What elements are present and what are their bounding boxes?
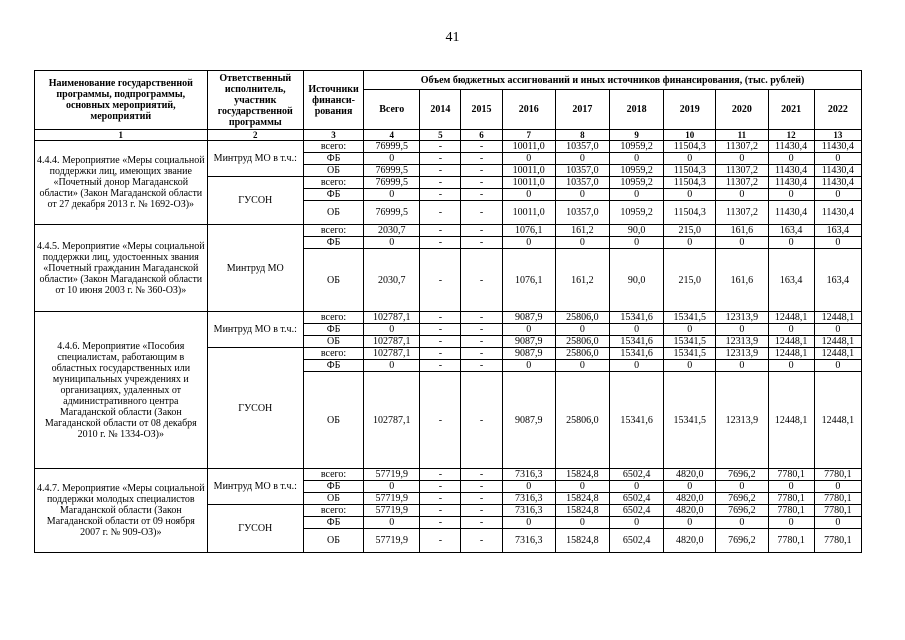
value-cell: 0 (502, 360, 555, 372)
value-cell: - (420, 249, 461, 312)
value-cell: 90,0 (609, 249, 663, 312)
value-cell: - (461, 324, 502, 336)
value-cell: - (420, 336, 461, 348)
value-cell: 12448,1 (768, 372, 814, 469)
executor-cell: Минтруд МО в т.ч.: (207, 469, 303, 505)
source-cell: ФБ (303, 360, 363, 372)
measure-name: 4.4.5. Мероприятие «Меры социальной поддержки лиц, удостоенных звания «Почетный гражданин Магаданской области» (Закон Магаданской области от 10 июня 2003 г. № 360-ОЗ)» (35, 225, 208, 312)
value-cell: 0 (664, 237, 716, 249)
header-source: Источники финанси-рования (303, 71, 363, 130)
value-cell: 0 (609, 237, 663, 249)
value-cell: 76999,5 (364, 177, 420, 189)
value-cell: 7780,1 (814, 493, 861, 505)
value-cell: - (420, 481, 461, 493)
value-cell: 15824,8 (555, 493, 609, 505)
value-cell: 0 (716, 324, 768, 336)
value-cell: 7316,3 (502, 493, 555, 505)
value-cell: - (420, 324, 461, 336)
table-row (35, 469, 862, 481)
value-cell: 1076,1 (502, 249, 555, 312)
executor-cell: Минтруд МО (207, 225, 303, 312)
value-cell: 12448,1 (814, 312, 861, 324)
value-cell: 7780,1 (814, 529, 861, 553)
column-number: 2 (207, 130, 303, 141)
value-cell: - (461, 225, 502, 237)
value-cell: 10011,0 (502, 165, 555, 177)
value-cell: 10357,0 (555, 201, 609, 225)
value-cell: - (461, 189, 502, 201)
value-cell: 15824,8 (555, 469, 609, 481)
value-cell: 15824,8 (555, 505, 609, 517)
value-cell: 0 (555, 324, 609, 336)
value-cell: 11307,2 (716, 165, 768, 177)
value-cell: 0 (664, 481, 716, 493)
value-cell: - (420, 493, 461, 505)
value-cell: 7696,2 (716, 493, 768, 505)
value-cell: 12448,1 (814, 372, 861, 469)
value-cell: 0 (364, 517, 420, 529)
header-volume: Объем бюджетных ассигнований и иных источников финансирования, (тыс. рублей) (364, 71, 862, 90)
value-cell: 0 (814, 481, 861, 493)
value-cell: 11504,3 (664, 141, 716, 153)
value-cell: 102787,1 (364, 372, 420, 469)
value-cell: 12313,9 (716, 312, 768, 324)
value-cell: 11504,3 (664, 177, 716, 189)
value-cell: 0 (502, 153, 555, 165)
value-cell: 0 (502, 237, 555, 249)
value-cell: 0 (502, 517, 555, 529)
value-cell: 0 (768, 189, 814, 201)
value-cell: - (420, 469, 461, 481)
source-cell: всего: (303, 505, 363, 517)
value-cell: - (420, 529, 461, 553)
value-cell: 0 (364, 324, 420, 336)
value-cell: - (461, 312, 502, 324)
value-cell: 7316,3 (502, 529, 555, 553)
column-number: 13 (814, 130, 861, 141)
column-number: 4 (364, 130, 420, 141)
value-cell: 15341,5 (664, 336, 716, 348)
value-cell: 11430,4 (814, 141, 861, 153)
value-cell: 4820,0 (664, 505, 716, 517)
value-cell: 161,2 (555, 249, 609, 312)
source-cell: ОБ (303, 249, 363, 312)
value-cell: - (461, 153, 502, 165)
value-cell: 0 (664, 189, 716, 201)
value-cell: 102787,1 (364, 336, 420, 348)
executor-cell: ГУСОН (207, 505, 303, 553)
value-cell: 102787,1 (364, 348, 420, 360)
value-cell: 7696,2 (716, 505, 768, 517)
value-cell: 1076,1 (502, 225, 555, 237)
value-cell: 0 (364, 153, 420, 165)
value-cell: 12448,1 (814, 336, 861, 348)
value-cell: 76999,5 (364, 201, 420, 225)
table-row (35, 312, 862, 324)
source-cell: всего: (303, 225, 363, 237)
value-cell: 9087,9 (502, 336, 555, 348)
value-cell: 7780,1 (814, 469, 861, 481)
value-cell: 90,0 (609, 225, 663, 237)
column-number: 8 (555, 130, 609, 141)
value-cell: 7780,1 (768, 505, 814, 517)
executor-cell: Минтруд МО в т.ч.: (207, 141, 303, 177)
value-cell: 0 (716, 153, 768, 165)
value-cell: 12313,9 (716, 348, 768, 360)
source-cell: ОБ (303, 529, 363, 553)
value-cell: 0 (768, 481, 814, 493)
value-cell: 0 (768, 360, 814, 372)
value-cell: 0 (716, 517, 768, 529)
column-number: 12 (768, 130, 814, 141)
value-cell: 57719,9 (364, 529, 420, 553)
value-cell: - (461, 505, 502, 517)
value-cell: 6502,4 (609, 505, 663, 517)
value-cell: - (420, 312, 461, 324)
value-cell: - (420, 360, 461, 372)
value-cell: 25806,0 (555, 372, 609, 469)
value-cell: 76999,5 (364, 141, 420, 153)
source-cell: ОБ (303, 336, 363, 348)
value-cell: 0 (716, 237, 768, 249)
value-cell: 215,0 (664, 249, 716, 312)
value-cell: 15824,8 (555, 529, 609, 553)
header-executor: Ответственный исполнитель, участник государственной программы (207, 71, 303, 130)
value-cell: 11430,4 (768, 165, 814, 177)
value-cell: 11504,3 (664, 201, 716, 225)
value-cell: - (420, 141, 461, 153)
value-cell: 10011,0 (502, 177, 555, 189)
column-number: 3 (303, 130, 363, 141)
value-cell: 7316,3 (502, 469, 555, 481)
value-cell: 10357,0 (555, 141, 609, 153)
source-cell: всего: (303, 469, 363, 481)
value-cell: - (461, 249, 502, 312)
value-cell: 7696,2 (716, 469, 768, 481)
value-cell: 4820,0 (664, 493, 716, 505)
value-cell: 9087,9 (502, 312, 555, 324)
value-cell: 10357,0 (555, 177, 609, 189)
value-cell: - (461, 493, 502, 505)
header-year-3: 2016 (502, 90, 555, 130)
value-cell: 0 (364, 481, 420, 493)
value-cell: 12448,1 (814, 348, 861, 360)
value-cell: 0 (555, 237, 609, 249)
value-cell: 0 (664, 153, 716, 165)
value-cell: - (461, 360, 502, 372)
source-cell: ФБ (303, 237, 363, 249)
header-year-7: 2020 (716, 90, 768, 130)
value-cell: - (420, 505, 461, 517)
value-cell: 76999,5 (364, 165, 420, 177)
value-cell: 4820,0 (664, 469, 716, 481)
value-cell: 0 (716, 360, 768, 372)
value-cell: 9087,9 (502, 372, 555, 469)
value-cell: 10011,0 (502, 141, 555, 153)
measure-name: 4.4.7. Мероприятие «Меры социальной поддержки молодых специалистов Магаданской области (Закон Магаданской области от 09 ноября 2007 г. № 909-ОЗ)» (35, 469, 208, 553)
executor-cell: ГУСОН (207, 348, 303, 469)
value-cell: 10011,0 (502, 201, 555, 225)
value-cell: 0 (609, 153, 663, 165)
value-cell: 10959,2 (609, 165, 663, 177)
value-cell: 7780,1 (768, 493, 814, 505)
header-year-8: 2021 (768, 90, 814, 130)
value-cell: 15341,5 (664, 372, 716, 469)
value-cell: - (461, 469, 502, 481)
value-cell: 163,4 (814, 225, 861, 237)
header-year-1: 2014 (420, 90, 461, 130)
executor-cell: Минтруд МО в т.ч.: (207, 312, 303, 348)
column-number: 1 (35, 130, 208, 141)
value-cell: 161,2 (555, 225, 609, 237)
value-cell: 15341,6 (609, 372, 663, 469)
value-cell: 11430,4 (768, 177, 814, 189)
value-cell: 0 (664, 517, 716, 529)
value-cell: 11430,4 (768, 201, 814, 225)
value-cell: - (461, 141, 502, 153)
value-cell: 0 (609, 517, 663, 529)
source-cell: ОБ (303, 165, 363, 177)
value-cell: 11430,4 (814, 201, 861, 225)
source-cell: ФБ (303, 189, 363, 201)
value-cell: 15341,5 (664, 348, 716, 360)
value-cell: 0 (555, 481, 609, 493)
value-cell: 0 (814, 189, 861, 201)
value-cell: 11504,3 (664, 165, 716, 177)
value-cell: 11430,4 (814, 165, 861, 177)
value-cell: 7780,1 (768, 469, 814, 481)
value-cell: 0 (609, 360, 663, 372)
value-cell: - (461, 177, 502, 189)
value-cell: 10357,0 (555, 165, 609, 177)
column-number: 6 (461, 130, 502, 141)
value-cell: 0 (502, 324, 555, 336)
value-cell: 0 (364, 360, 420, 372)
value-cell: 15341,6 (609, 348, 663, 360)
value-cell: 0 (716, 481, 768, 493)
value-cell: - (420, 201, 461, 225)
value-cell: 2030,7 (364, 249, 420, 312)
value-cell: 0 (716, 189, 768, 201)
value-cell: 15341,6 (609, 336, 663, 348)
column-number: 10 (664, 130, 716, 141)
source-cell: ФБ (303, 517, 363, 529)
value-cell: 0 (814, 153, 861, 165)
source-cell: ОБ (303, 493, 363, 505)
value-cell: 7780,1 (768, 529, 814, 553)
value-cell: 0 (555, 189, 609, 201)
value-cell: 25806,0 (555, 348, 609, 360)
value-cell: 12448,1 (768, 336, 814, 348)
value-cell: 0 (364, 237, 420, 249)
value-cell: 15341,6 (609, 312, 663, 324)
value-cell: 0 (609, 481, 663, 493)
value-cell: 6502,4 (609, 493, 663, 505)
source-cell: всего: (303, 312, 363, 324)
value-cell: 12448,1 (768, 312, 814, 324)
value-cell: - (420, 189, 461, 201)
value-cell: 10959,2 (609, 201, 663, 225)
header-name: Наименование государственной программы, подпрограммы, основных мероприятий, мероприятий (35, 71, 208, 130)
value-cell: 0 (502, 481, 555, 493)
value-cell: 12313,9 (716, 336, 768, 348)
value-cell: 10959,2 (609, 141, 663, 153)
value-cell: 0 (609, 324, 663, 336)
value-cell: 11307,2 (716, 201, 768, 225)
value-cell: 2030,7 (364, 225, 420, 237)
value-cell: - (461, 165, 502, 177)
measure-name: 4.4.6. Мероприятие «Пособия специалистам, работающим в областных государственных или муниципальных учреждениях и организациях, удаленных от административного центра Магаданской области (Закон Магаданской области от 08 декабря 2010 г. № 1334-ОЗ)» (35, 312, 208, 469)
value-cell: 4820,0 (664, 529, 716, 553)
source-cell: всего: (303, 177, 363, 189)
header-year-5: 2018 (609, 90, 663, 130)
header-year-4: 2017 (555, 90, 609, 130)
value-cell: 0 (768, 517, 814, 529)
value-cell: 9087,9 (502, 348, 555, 360)
value-cell: 0 (814, 324, 861, 336)
value-cell: 25806,0 (555, 336, 609, 348)
source-cell: ОБ (303, 201, 363, 225)
source-cell: ОБ (303, 372, 363, 469)
value-cell: 0 (814, 237, 861, 249)
column-number: 9 (609, 130, 663, 141)
value-cell: 7780,1 (814, 505, 861, 517)
value-cell: 11307,2 (716, 141, 768, 153)
value-cell: 0 (609, 189, 663, 201)
column-number: 11 (716, 130, 768, 141)
value-cell: 10959,2 (609, 177, 663, 189)
table-row (35, 141, 862, 153)
value-cell: - (461, 481, 502, 493)
value-cell: 15341,5 (664, 312, 716, 324)
value-cell: - (461, 372, 502, 469)
value-cell: 0 (555, 153, 609, 165)
value-cell: 0 (768, 237, 814, 249)
header-year-9: 2022 (814, 90, 861, 130)
value-cell: - (461, 336, 502, 348)
value-cell: - (420, 237, 461, 249)
value-cell: 0 (664, 324, 716, 336)
page-number: 41 (445, 30, 460, 45)
value-cell: - (420, 348, 461, 360)
budget-table (34, 70, 862, 553)
value-cell: 163,4 (768, 249, 814, 312)
column-number: 5 (420, 130, 461, 141)
value-cell: 102787,1 (364, 312, 420, 324)
value-cell: - (420, 517, 461, 529)
value-cell: 163,4 (814, 249, 861, 312)
value-cell: 161,6 (716, 249, 768, 312)
column-number: 7 (502, 130, 555, 141)
value-cell: 11430,4 (768, 141, 814, 153)
source-cell: ФБ (303, 481, 363, 493)
value-cell: 25806,0 (555, 312, 609, 324)
measure-name: 4.4.4. Мероприятие «Меры социальной поддержки лиц, имеющих звание «Почетный донор Магаданской области» (Закон Магаданской области от 27 декабря 2013 г. № 1692-ОЗ)» (35, 141, 208, 225)
value-cell: 163,4 (768, 225, 814, 237)
value-cell: 0 (768, 153, 814, 165)
value-cell: - (461, 517, 502, 529)
value-cell: 161,6 (716, 225, 768, 237)
executor-cell: ГУСОН (207, 177, 303, 225)
value-cell: 0 (555, 360, 609, 372)
value-cell: - (420, 225, 461, 237)
value-cell: - (420, 153, 461, 165)
source-cell: ФБ (303, 324, 363, 336)
value-cell: 0 (768, 324, 814, 336)
table-row (35, 225, 862, 237)
value-cell: 7696,2 (716, 529, 768, 553)
source-cell: ФБ (303, 153, 363, 165)
value-cell: - (420, 372, 461, 469)
value-cell: 0 (555, 517, 609, 529)
value-cell: 0 (364, 189, 420, 201)
value-cell: - (461, 201, 502, 225)
value-cell: 6502,4 (609, 469, 663, 481)
source-cell: всего: (303, 348, 363, 360)
value-cell: - (461, 348, 502, 360)
value-cell: 57719,9 (364, 469, 420, 481)
value-cell: 12313,9 (716, 372, 768, 469)
value-cell: 0 (814, 360, 861, 372)
header-year-0: Всего (364, 90, 420, 130)
value-cell: 11307,2 (716, 177, 768, 189)
value-cell: - (461, 529, 502, 553)
value-cell: 7316,3 (502, 505, 555, 517)
header-year-6: 2019 (664, 90, 716, 130)
value-cell: 57719,9 (364, 493, 420, 505)
value-cell: 0 (814, 517, 861, 529)
value-cell: 6502,4 (609, 529, 663, 553)
header-year-2: 2015 (461, 90, 502, 130)
source-cell: всего: (303, 141, 363, 153)
value-cell: 0 (502, 189, 555, 201)
value-cell: - (420, 177, 461, 189)
value-cell: 11430,4 (814, 177, 861, 189)
value-cell: 215,0 (664, 225, 716, 237)
value-cell: 0 (664, 360, 716, 372)
value-cell: - (461, 237, 502, 249)
value-cell: - (420, 165, 461, 177)
value-cell: 57719,9 (364, 505, 420, 517)
value-cell: 12448,1 (768, 348, 814, 360)
